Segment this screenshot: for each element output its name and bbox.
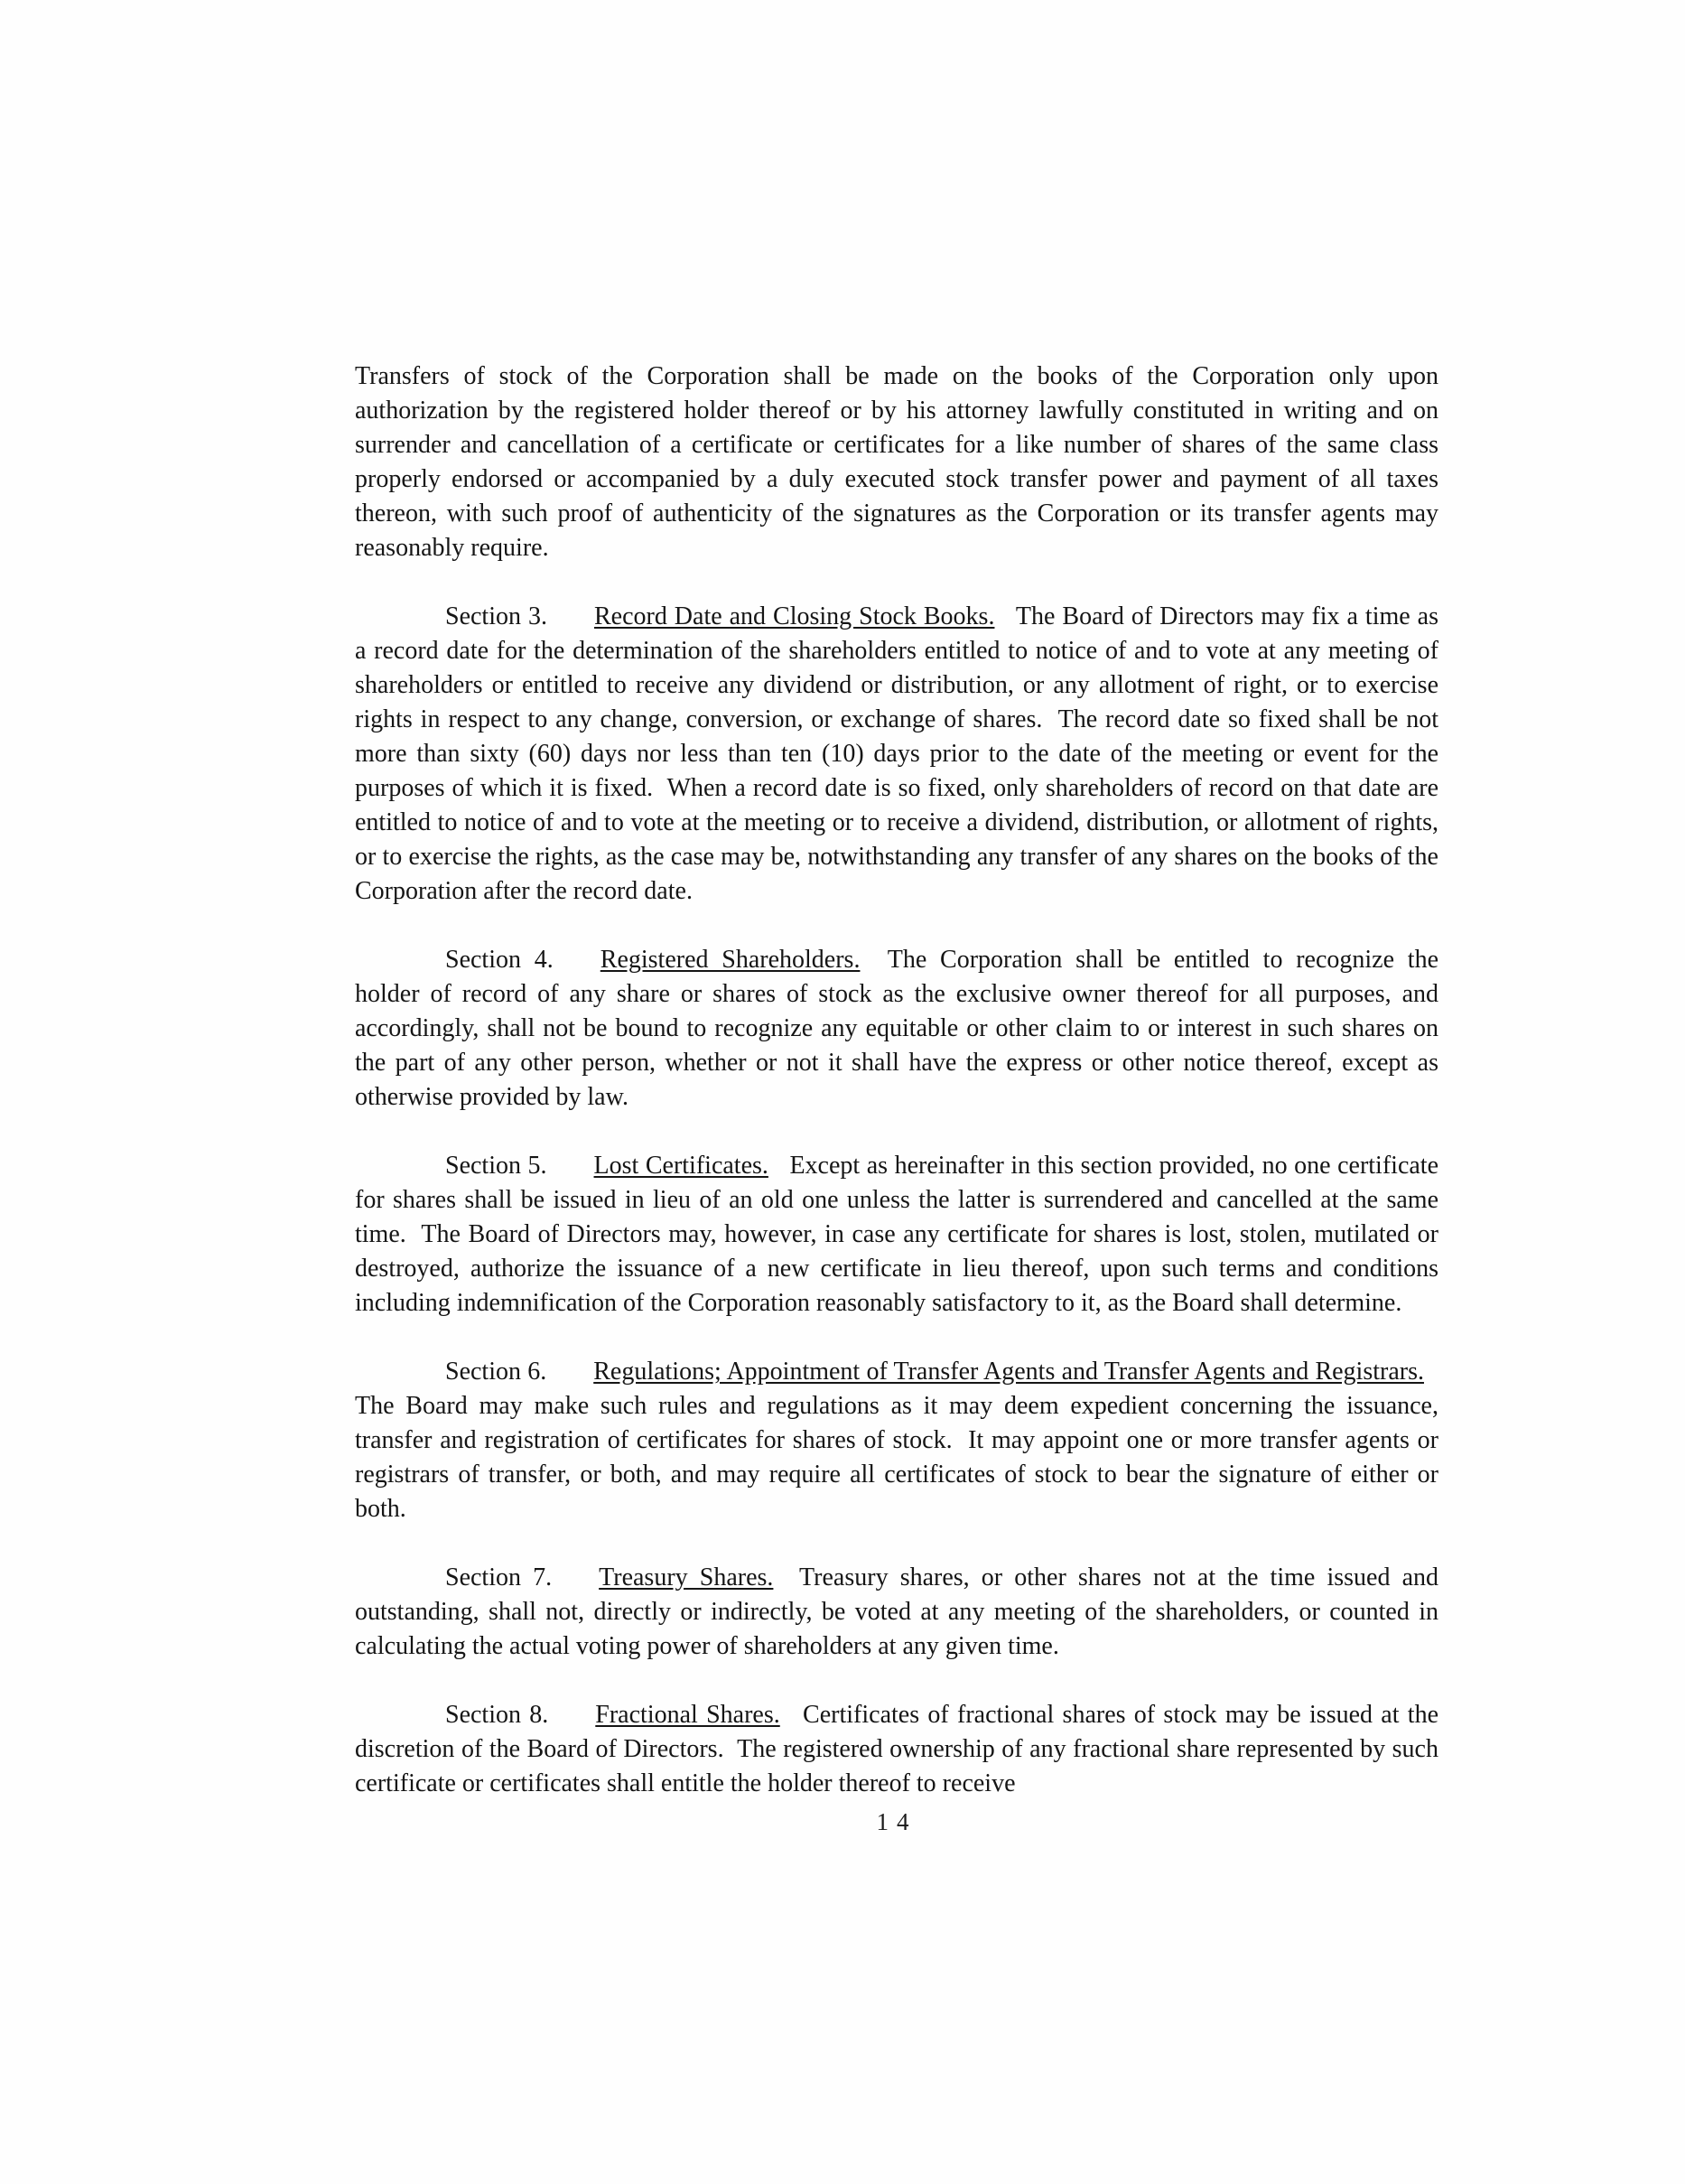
section-6-heading: Regulations; Appointment of Transfer Agents and Transfer Agents and Registrars. [593,1358,1424,1386]
section-7-paragraph [355,1561,1438,1664]
section-5-body: Except as hereinafter in this section provided, no one certificate for shares shall be issued in lieu of an old one unless the latter is surrendered and cancelled at the same time. The Board of Directors may, however, in case any certificate for shares is lost, stolen, mutilated or destroyed, authorize the issuance of a new certificate in lieu thereof, upon such terms and conditions including indemnification of the Corporation reasonably satisfactory to it, as the Board shall determine. [355,1152,1439,1317]
paragraph-text: Transfers of stock of the Corporation shall be made on the books of the Corporation only upon authorization by the registered holder thereof or by his attorney lawfully constituted in writing and on surrender and cancellation of a certificate or certificates for a like number of shares of the same class properly endorsed or accompanied by a duly executed stock transfer power and payment of all taxes thereon, with such proof of authenticity of the signatures as the Corporation or its transfer agents may reasonably require. [355,362,1438,562]
document-text-block [355,359,1438,1835]
section-4-heading: Registered Shareholders. [600,946,861,974]
section-4-paragraph [355,943,1438,1115]
section-3-label: Section 3. [445,602,547,630]
section-7-heading: Treasury Shares. [599,1563,774,1591]
section-6-body: The Board may make such rules and regulations as it may deem expedient concerning the issuance, transfer and registration of certificates for shares of stock. It may appoint one or more transfer agents or registrars of transfer, or both, and may require all certificates of stock to bear the signature of either or both. [355,1392,1438,1523]
section-8-paragraph [355,1698,1438,1801]
section-5-heading: Lost Certificates. [593,1152,768,1180]
section-7-label: Section 7. [445,1563,553,1591]
section-5-label: Section 5. [445,1152,547,1180]
section-4-label: Section 4. [445,946,554,974]
section-8-body: Certificates of fractional shares of stock may be issued at the discretion of the Board of Directors. The registered ownership of any fractional share represented by such certificate or certificates shall entitle the holder thereof to receive [355,1701,1439,1797]
section-5-paragraph [355,1149,1438,1321]
paragraph-transfers-continuation [355,359,1438,565]
page-number: 14 [876,1808,917,1835]
section-4-body: The Corporation shall be entitled to recognize the holder of record of any share or shares of stock as the exclusive owner thereof for all purposes, and accordingly, shall not be bound to recognize any equitable or other claim to or interest in such shares on the part of any other person, whether or not it shall have the express or other notice thereof, except as otherwise provided by law. [355,946,1438,1111]
section-8-heading: Fractional Shares. [595,1701,780,1729]
section-3-paragraph [355,600,1438,909]
section-8-label: Section 8. [445,1701,549,1729]
section-3-body: The Board of Directors may fix a time as a record date for the determination of the shareholders entitled to notice of and to vote at any meeting of shareholders or entitled to receive any dividend or distribution, or any allotment of right, or to exercise rights in respect to any change, conversion, or exchange of shares. The record date so fixed shall be not more than sixty (60) days nor less than ten (10) days prior to the date of the meeting or event for the purposes of which it is fixed. When a record date is so fixed, only shareholders of record on that date are entitled to notice of and to vote at the meeting or to receive a dividend, distribution, or allotment of rights, or to exercise the rights, as the case may be, notwithstanding any transfer of any shares on the books of the Corporation after the record date. [355,602,1438,905]
section-6-paragraph [355,1355,1438,1526]
section-6-label: Section 6. [445,1358,547,1386]
section-3-heading: Record Date and Closing Stock Books. [593,602,995,630]
section-7-body: Treasury shares, or other shares not at the time issued and outstanding, shall not, directly or indirectly, be voted at any meeting of the shareholders, or counted in calculating the actual voting power of shareholders at any given time. [355,1563,1438,1660]
